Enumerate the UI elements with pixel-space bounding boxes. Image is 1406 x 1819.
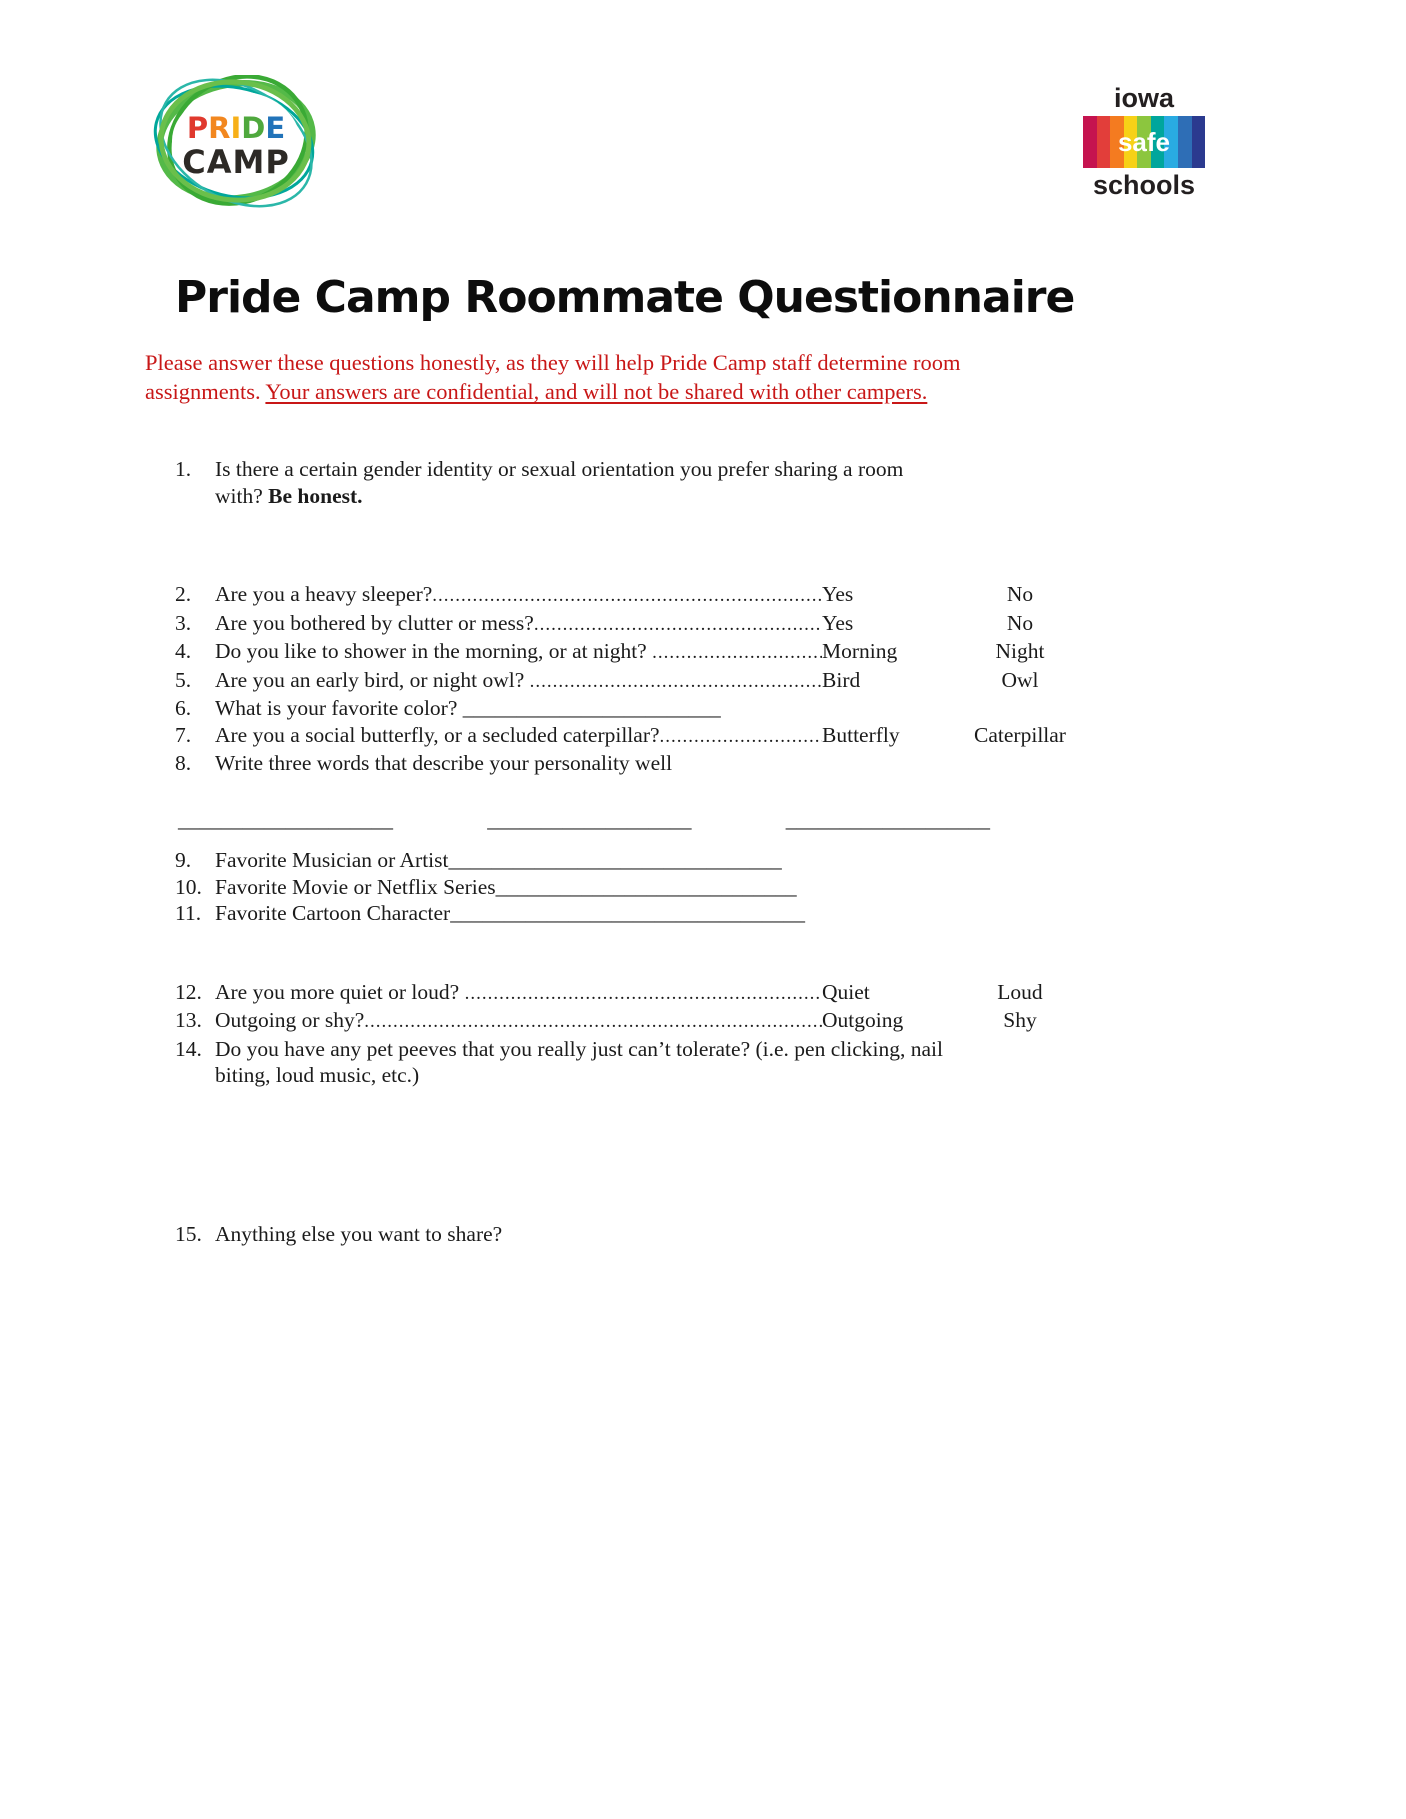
question-14-line1: Do you have any pet peeves that you really just can’t tolerate? (i.e. pen clicking, nail	[215, 1036, 943, 1061]
answer-option-yes: Yes	[822, 610, 854, 635]
answer-option-yes: Yes	[822, 582, 854, 607]
iowa-logo-rainbow-stripes	[1083, 116, 1205, 168]
question-15	[175, 1221, 1085, 1248]
pride-letter: E	[265, 111, 286, 145]
question-text: Are you a social butterfly, or a secluded caterpillar?	[215, 722, 660, 747]
question-number: 13.	[175, 1008, 202, 1033]
question-number: 6.	[175, 696, 192, 721]
question-8	[175, 750, 1085, 777]
question-1-line2: with?	[215, 483, 269, 508]
question-4	[175, 638, 1085, 667]
answer-option-shy: Shy	[1003, 1008, 1037, 1033]
question-3	[175, 610, 1085, 639]
question-number: 3.	[175, 610, 192, 635]
dot-leader	[432, 581, 822, 610]
iowa-logo-text-middle: safe	[1117, 126, 1171, 157]
question-number: 11.	[175, 901, 202, 926]
answer-blank-line: ____________________________	[495, 874, 797, 899]
question-5	[175, 667, 1085, 696]
question-2	[175, 581, 1085, 610]
question-text: Favorite Cartoon Character	[215, 901, 451, 926]
question-text	[215, 456, 1085, 509]
answer-option-bird: Bird	[822, 667, 861, 692]
intro-confidentiality-underlined: Your answers are confidential, and will not be shared with other campers.	[265, 379, 928, 405]
question-number: 9.	[175, 848, 192, 873]
question-text: Favorite Musician or Artist	[215, 848, 449, 873]
question-list	[175, 456, 1085, 1247]
question-text: Do you like to shower in the morning, or at night?	[215, 639, 653, 664]
question-text: Anything else you want to share?	[215, 1221, 503, 1246]
answer-option-quiet: Quiet	[822, 979, 870, 1004]
question-1	[175, 456, 1085, 509]
pride-camp-logo	[148, 75, 323, 210]
question-number: 4.	[175, 639, 192, 664]
iowa-logo-text-bottom: schools	[1092, 170, 1196, 200]
pride-camp-logo-graphic	[148, 75, 323, 210]
three-words-blank-lines	[178, 807, 990, 834]
question-14	[175, 1036, 1085, 1089]
answer-blank-line: ________________________	[462, 696, 721, 721]
question-text: Are you a heavy sleeper?	[215, 582, 433, 607]
answer-option-caterpillar: Caterpillar	[974, 722, 1066, 747]
be-honest-bold: Be honest.	[268, 483, 363, 508]
question-13	[175, 1007, 1085, 1036]
answer-option-butterfly: Butterfly	[822, 722, 900, 747]
question-text: What is your favorite color?	[215, 696, 463, 721]
iowa-safe-schools-logo	[1083, 85, 1205, 199]
camp-wordmark: CAMP	[182, 143, 290, 181]
question-number: 8.	[175, 751, 192, 776]
question-number: 1.	[175, 457, 192, 482]
intro-line2-plain: assignments.	[145, 379, 266, 405]
question-number: 10.	[175, 874, 202, 899]
question-text	[215, 1036, 1085, 1089]
pride-letter: R	[208, 111, 231, 145]
answer-option-owl: Owl	[1001, 667, 1039, 692]
intro-line1: Please answer these questions honestly, as they will help Pride Camp staff determine room	[145, 350, 961, 376]
answer-option-loud: Loud	[997, 979, 1043, 1004]
pride-wordmark	[187, 111, 285, 145]
question-10	[175, 874, 1085, 901]
question-text: Are you an early bird, or night owl?	[215, 667, 530, 692]
answer-blank-line: _______________________________	[448, 848, 782, 873]
question-number: 2.	[175, 582, 192, 607]
answer-blank-line: ___________________	[487, 807, 692, 832]
pride-letter: D	[241, 111, 266, 145]
question-1-line1: Is there a certain gender identity or sexual orientation you prefer sharing a room	[215, 457, 904, 482]
page-title: Pride Camp Roommate Questionnaire	[175, 272, 1075, 323]
answer-blank-line: _________________________________	[450, 901, 805, 926]
dot-leader	[530, 667, 822, 696]
question-number: 7.	[175, 722, 192, 747]
dot-leader	[652, 638, 822, 667]
question-number: 12.	[175, 979, 202, 1004]
pride-letter: P	[186, 111, 209, 145]
answer-option-no: No	[1006, 582, 1034, 607]
dot-leader	[465, 979, 822, 1008]
question-number: 14.	[175, 1036, 202, 1061]
question-text: Are you more quiet or loud?	[215, 979, 465, 1004]
question-12	[175, 979, 1085, 1008]
answer-option-outgoing: Outgoing	[822, 1008, 904, 1033]
question-text: Are you bothered by clutter or mess?	[215, 610, 534, 635]
question-text: Write three words that describe your personality well	[215, 751, 673, 776]
answer-option-night: Night	[995, 639, 1045, 664]
answer-option-no: No	[1006, 610, 1034, 635]
question-6	[175, 695, 1085, 722]
question-11	[175, 900, 1085, 927]
header	[0, 0, 1406, 210]
pride-letter: I	[230, 111, 242, 145]
answer-blank-line: ____________________	[178, 807, 393, 832]
dot-leader	[660, 722, 822, 751]
question-9	[175, 847, 1085, 874]
question-number: 5.	[175, 667, 192, 692]
intro-note	[145, 348, 1095, 406]
question-text: Outgoing or shy?	[215, 1008, 365, 1033]
question-text: Favorite Movie or Netflix Series	[215, 874, 496, 899]
iowa-logo-text-top: iowa	[1113, 83, 1174, 113]
question-14-line2: biting, loud music, etc.)	[215, 1063, 420, 1088]
question-7	[175, 722, 1085, 751]
dot-leader	[364, 1007, 822, 1036]
dot-leader	[534, 610, 822, 639]
answer-option-morning: Morning	[822, 639, 898, 664]
question-number: 15.	[175, 1221, 202, 1246]
answer-blank-line: ___________________	[785, 807, 990, 832]
